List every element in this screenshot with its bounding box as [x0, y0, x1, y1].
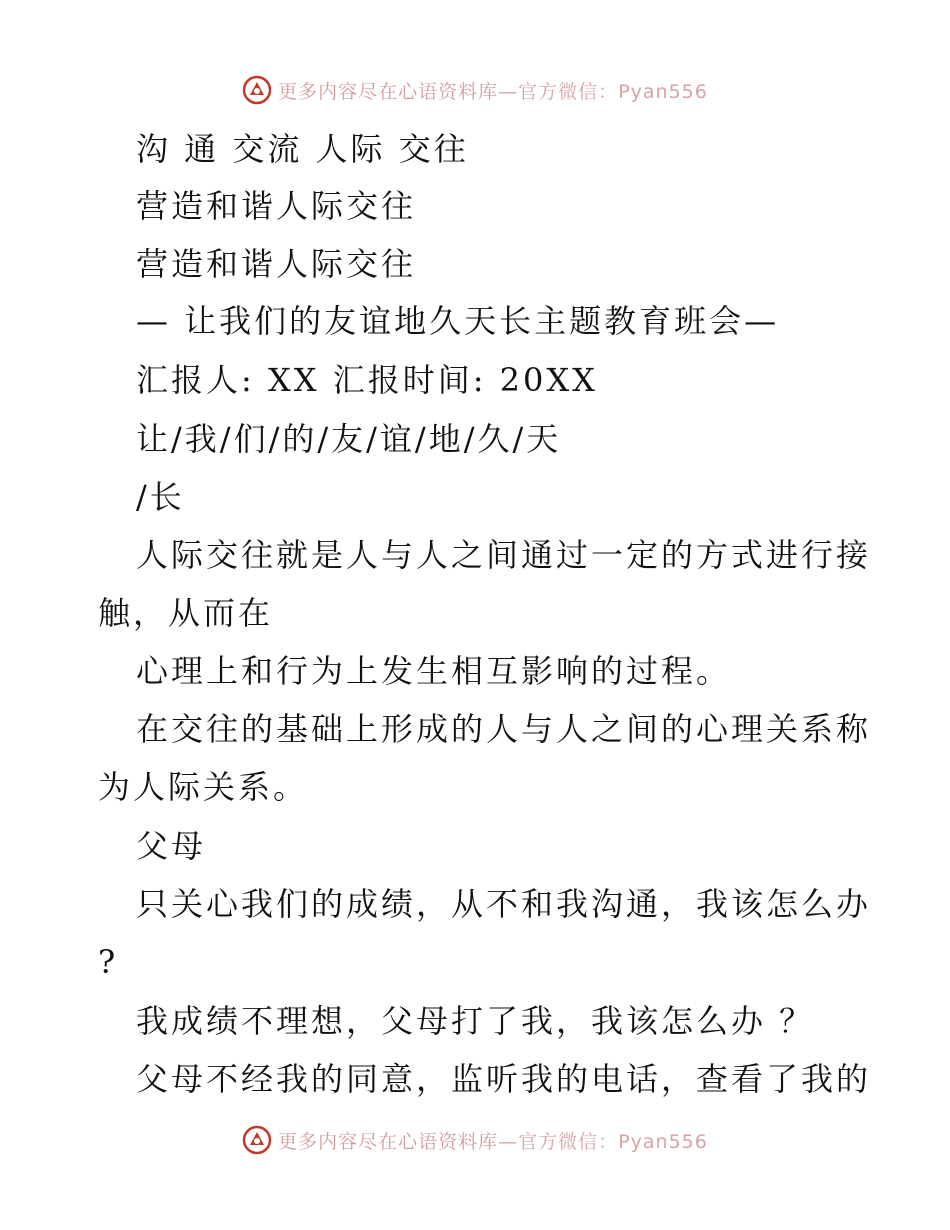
footer-banner-text — [278, 1127, 708, 1154]
header-banner-id: Pyan556 — [618, 80, 708, 103]
header-banner-sep: — — [498, 80, 519, 103]
text-line: 营造和谐人际交往 — [136, 187, 417, 225]
footer-banner-id: Pyan556 — [618, 1130, 708, 1153]
header-banner-wechat: 官方微信： — [518, 80, 619, 103]
text-line: 只关心我们的成绩，从不和我沟通，我该怎么办 — [136, 885, 872, 923]
header-banner-text — [278, 77, 708, 104]
text-line: ? — [98, 943, 119, 981]
footer-banner — [0, 1120, 950, 1160]
text-line: 在交往的基础上形成的人与人之间的心理关系称 — [136, 710, 872, 748]
footer-banner-sep: — — [498, 1130, 519, 1153]
brand-logo-icon — [242, 75, 272, 105]
text-line: 父母 — [136, 827, 207, 865]
header-banner — [0, 70, 950, 110]
text-line: 触，从而在 — [98, 594, 274, 632]
footer-banner-wechat: 官方微信： — [518, 1130, 619, 1153]
text-line: 汇报人: XX 汇报时间: 20XX — [136, 361, 598, 399]
text-line: 父母不经我的同意，监听我的电话，查看了我的 — [136, 1060, 872, 1098]
text-line: /长 — [136, 478, 185, 516]
footer-banner-cn: 更多内容尽在心语资料库 — [278, 1130, 499, 1153]
text-line: 我成绩不理想，父母打了我，我该怎么办 ？ — [136, 1002, 815, 1040]
text-line: 营造和谐人际交往 — [136, 245, 417, 283]
text-line: 人际交往就是人与人之间通过一定的方式进行接 — [136, 536, 872, 574]
brand-logo-icon — [242, 1125, 272, 1155]
text-line: 沟 通 交流 人际 交往 — [136, 130, 469, 168]
text-line: 为人际关系。 — [98, 768, 309, 806]
text-line: 让/我/们/的/友/谊/地/久/天 — [136, 420, 562, 458]
text-line: 心理上和行为上发生相互影响的过程。 — [136, 652, 732, 690]
header-banner-cn: 更多内容尽在心语资料库 — [278, 80, 499, 103]
text-line: — 让我们的友谊地久天长主题教育班会— — [136, 302, 780, 340]
